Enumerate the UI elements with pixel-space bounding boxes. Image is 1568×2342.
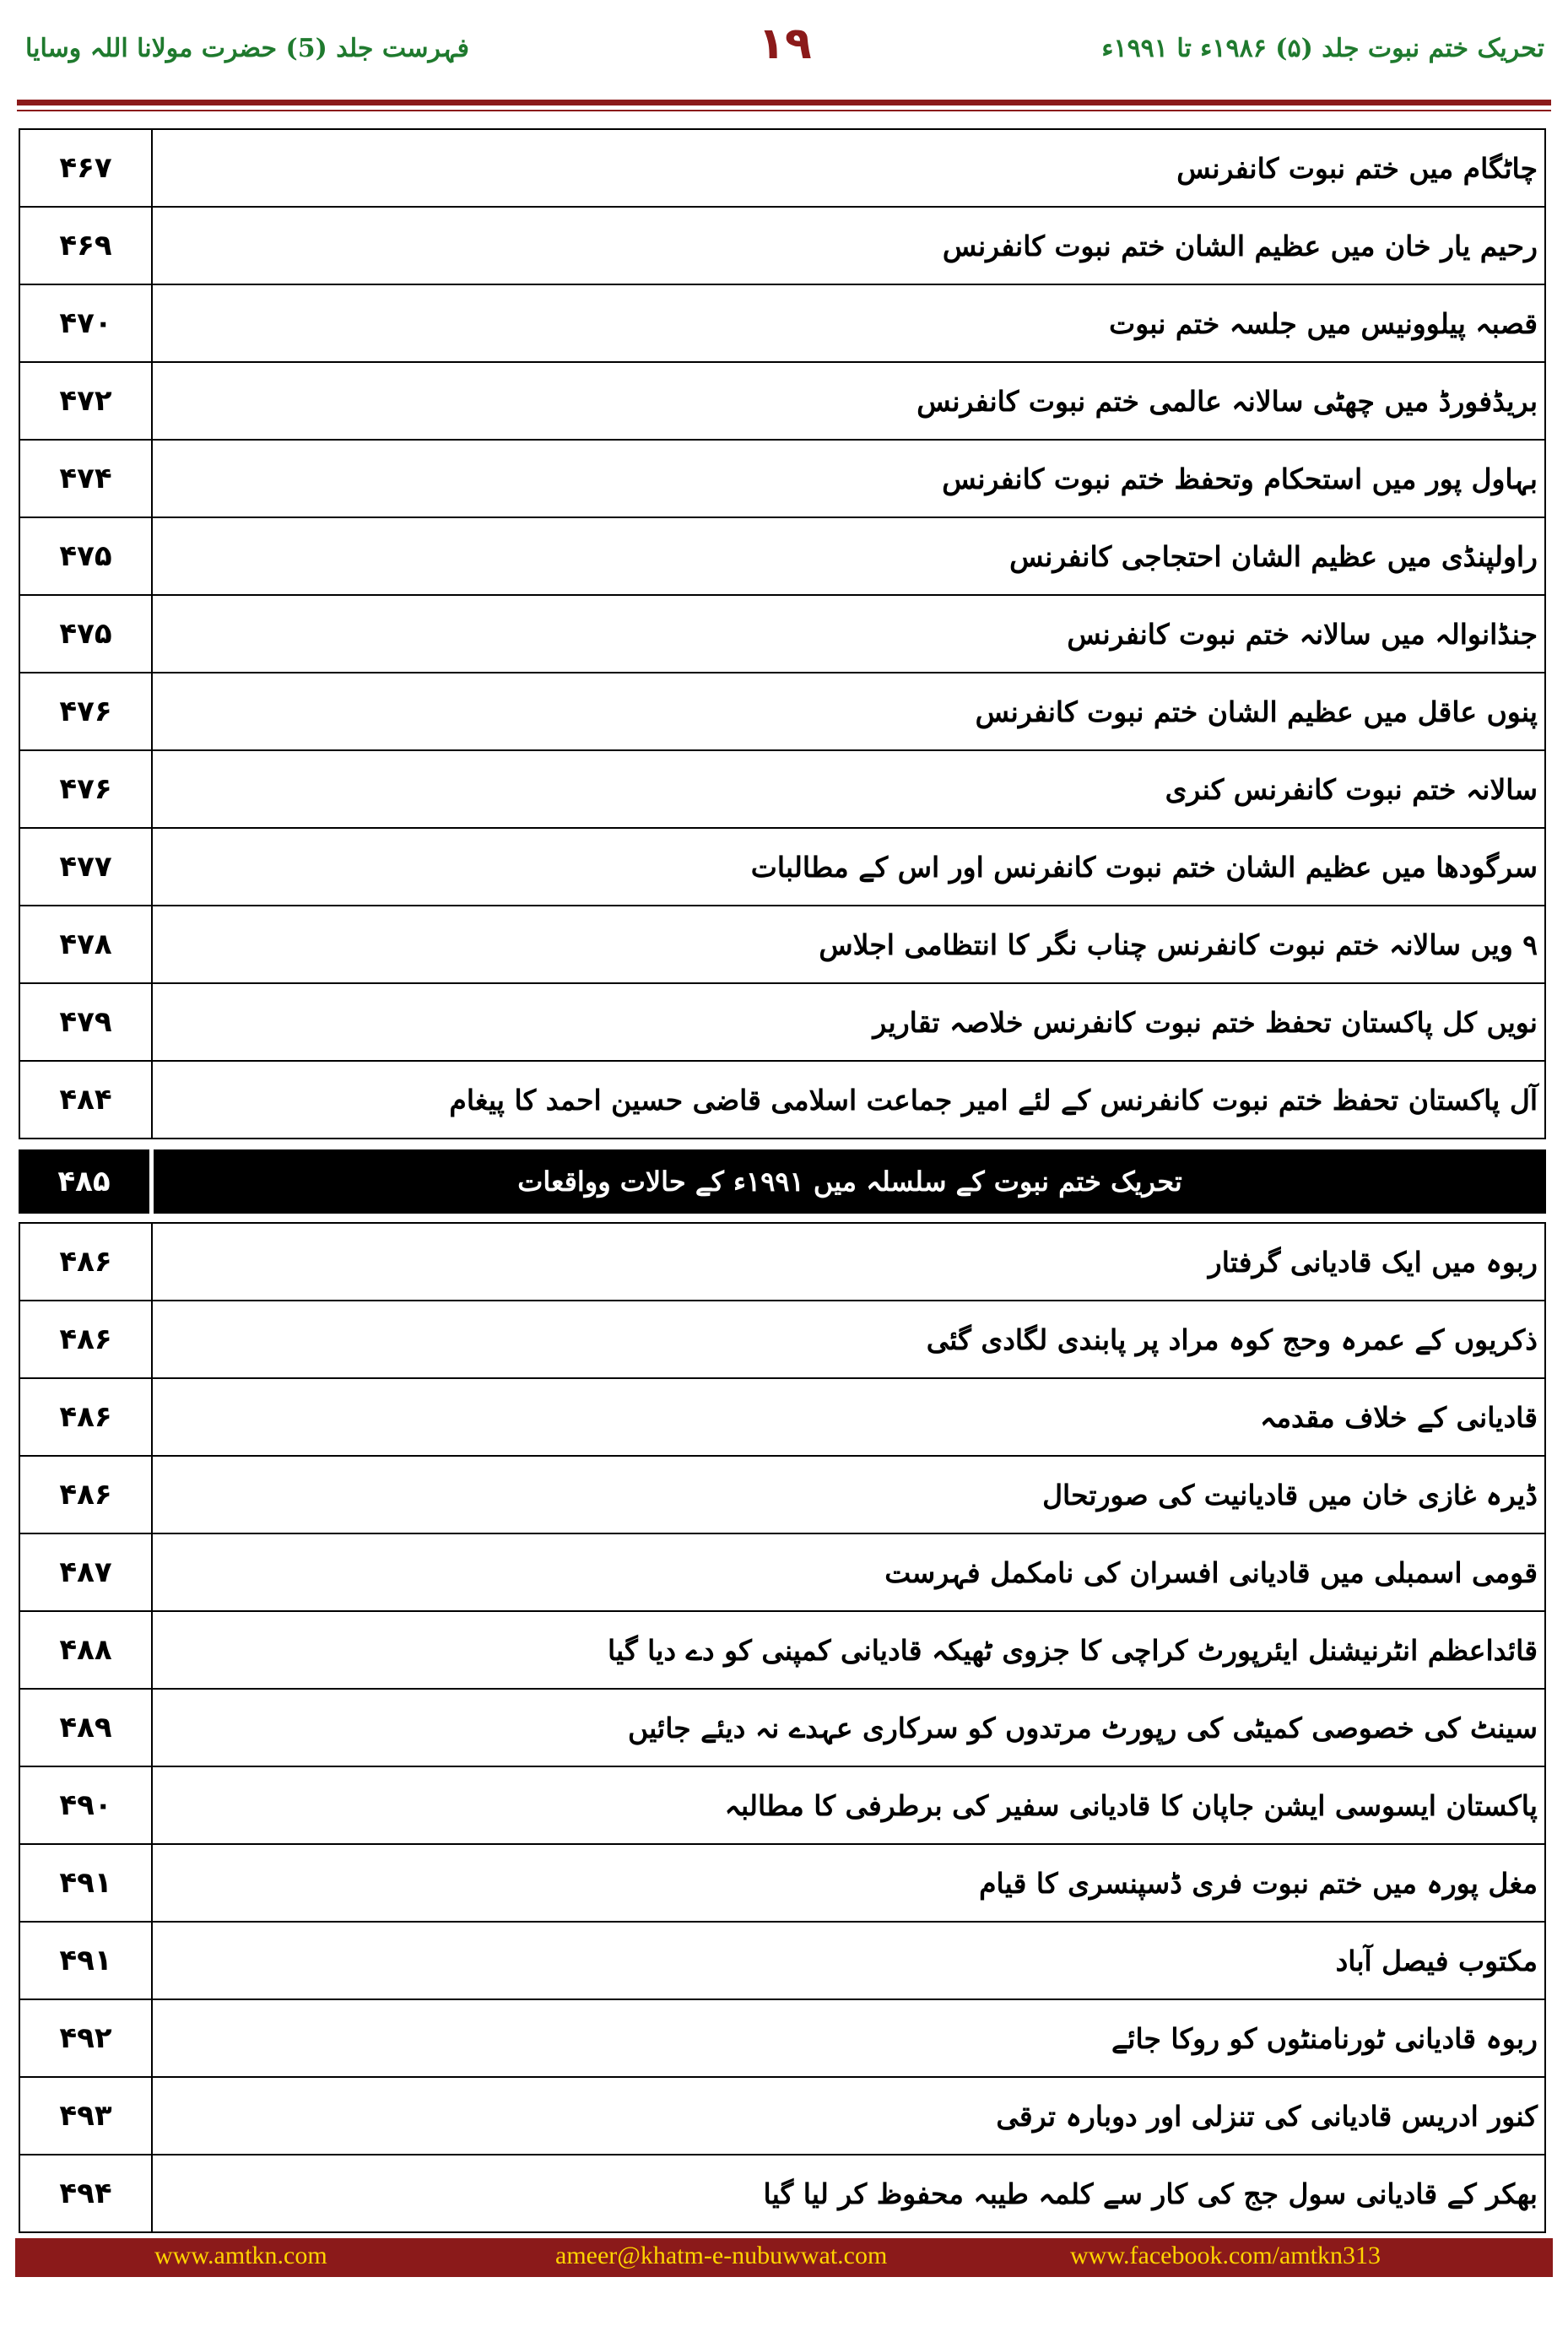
section-page-number: ۴۸۵ — [19, 1149, 149, 1214]
index-row-page: ۴۸۶ — [20, 1379, 153, 1455]
index-row — [20, 2155, 1544, 2233]
index-row-title: نویں کل پاکستان تحفظ ختم نبوت کانفرنس خلاصہ تقاریر — [873, 1005, 1538, 1039]
index-group-2 — [19, 1222, 1546, 2233]
section-heading-row — [19, 1149, 1546, 1214]
index-row-page: ۴۶۹ — [20, 208, 153, 284]
index-group-1 — [19, 128, 1546, 1139]
index-row — [20, 130, 1544, 208]
index-row-title: قومی اسمبلی میں قادیانی افسران کی نامکمل فہرست — [884, 1555, 1538, 1589]
index-row-title: ربوہ قادیانی ٹورنامنٹوں کو روکا جائے — [1111, 2021, 1538, 2055]
index-row-title: جنڈانوالہ میں سالانہ ختم نبوت کانفرنس — [1067, 617, 1538, 651]
index-row-title: ربوہ میں ایک قادیانی گرفتار — [1208, 1245, 1538, 1279]
index-row-title: پنوں عاقل میں عظیم الشان ختم نبوت کانفرنس — [975, 695, 1538, 728]
index-row-page: ۴۸۹ — [20, 1690, 153, 1766]
index-row-title: بھکر کے قادیانی سول جج کی کار سے کلمہ طیبہ محفوظ کر لیا گیا — [763, 2177, 1538, 2210]
index-row-page: ۴۶۷ — [20, 130, 153, 206]
page-header — [0, 0, 1568, 101]
header-divider-thin — [17, 110, 1551, 111]
index-row-page: ۴۷۹ — [20, 984, 153, 1060]
footer-email-link[interactable]: ameer@khatm-e-nubuwwat.com — [555, 2242, 888, 2269]
index-row-page: ۴۷۴ — [20, 441, 153, 517]
index-row — [20, 1690, 1544, 1767]
index-row — [20, 1612, 1544, 1690]
index-row-page: ۴۸۴ — [20, 1062, 153, 1138]
index-row-page: ۴۷۵ — [20, 596, 153, 672]
index-row-page: ۴۷۸ — [20, 906, 153, 982]
index-row-page: ۴۷۰ — [20, 285, 153, 361]
index-row-page: ۴۸۶ — [20, 1457, 153, 1533]
index-row-title: ۹ ویں سالانہ ختم نبوت کانفرنس چناب نگر کا انتظامی اجلاس — [819, 928, 1538, 961]
page-number: ١٩ — [758, 19, 812, 69]
index-row-title: سینٹ کی خصوصی کمیٹی کی رپورٹ مرتدوں کو سرکاری عہدے نہ دیئے جائیں — [627, 1711, 1538, 1744]
index-row — [20, 208, 1544, 285]
index-row-title: بریڈفورڈ میں چھٹی سالانہ عالمی ختم نبوت کانفرنس — [916, 384, 1538, 418]
index-row — [20, 596, 1544, 673]
index-row-page: ۴۷۶ — [20, 751, 153, 827]
index-row-page: ۴۹۲ — [20, 2000, 153, 2076]
index-row — [20, 441, 1544, 518]
index-row — [20, 673, 1544, 751]
index-row-title: چاٹگام میں ختم نبوت کانفرنس — [1176, 151, 1538, 185]
index-row — [20, 906, 1544, 984]
index-row-title: ڈیرہ غازی خان میں قادیانیت کی صورتحال — [1042, 1478, 1538, 1512]
index-row-page: ۴۸۶ — [20, 1224, 153, 1300]
header-divider-thick — [17, 100, 1551, 105]
index-row-page: ۴۷۷ — [20, 829, 153, 905]
index-row-page: ۴۷۶ — [20, 673, 153, 749]
page-footer — [15, 2238, 1553, 2277]
index-row-page: ۴۸۸ — [20, 1612, 153, 1688]
header-series-title: تحریک ختم نبوت جلد (۵) ۱۹۸۶ء تا ۱۹۹۱ء — [1101, 34, 1544, 63]
index-row-page: ۴۷۲ — [20, 363, 153, 439]
index-row — [20, 1923, 1544, 2000]
index-row — [20, 2000, 1544, 2078]
index-row — [20, 363, 1544, 441]
index-row-title: قصبہ پیلوونیس میں جلسہ ختم نبوت — [1109, 306, 1538, 340]
index-row-title: قادیانی کے خلاف مقدمہ — [1260, 1400, 1538, 1434]
index-row — [20, 1767, 1544, 1845]
index-row-title: سرگودھا میں عظیم الشان ختم نبوت کانفرنس اور اس کے مطالبات — [750, 850, 1538, 884]
index-row-title: مکتوب فیصل آباد — [1335, 1944, 1538, 1977]
index-row-title: ذکریوں کے عمرہ وحج کوہ مراد پر پابندی لگادی گئی — [926, 1322, 1538, 1356]
index-row — [20, 1845, 1544, 1923]
index-row — [20, 829, 1544, 906]
index-row — [20, 1379, 1544, 1457]
section-heading-title: تحریک ختم نبوت کے سلسلہ میں ۱۹۹۱ء کے حالات وواقعات — [154, 1149, 1546, 1214]
index-row-page: ۴۹۳ — [20, 2078, 153, 2154]
index-row-title: مغل پورہ میں ختم نبوت فری ڈسپنسری کا قیام — [979, 1866, 1538, 1900]
index-row — [20, 1534, 1544, 1612]
footer-website-link[interactable]: www.amtkn.com — [154, 2242, 327, 2269]
index-row-page: ۴۷۵ — [20, 518, 153, 594]
index-row-page: ۴۹۱ — [20, 1845, 153, 1921]
index-row-title: سالانہ ختم نبوت کانفرنس کنری — [1165, 772, 1538, 806]
index-row — [20, 1062, 1544, 1139]
header-book-index-title: فہرست جلد (5) حضرت مولانا اللہ وسایا — [25, 34, 469, 63]
index-row — [20, 751, 1544, 829]
index-row-title: قائداعظم انٹرنیشنل ایئرپورٹ کراچی کا جزوی ٹھیکہ قادیانی کمپنی کو دے دیا گیا — [607, 1633, 1538, 1667]
index-table — [19, 128, 1546, 2233]
index-row-title: آل پاکستان تحفظ ختم نبوت کانفرنس کے لئے امیر جماعت اسلامی قاضی حسین احمد کا پیغام — [449, 1083, 1538, 1117]
index-row — [20, 285, 1544, 363]
index-row-title: بہاول پور میں استحکام وتحفظ ختم نبوت کانفرنس — [942, 462, 1538, 495]
index-row — [20, 1301, 1544, 1379]
index-row-page: ۴۸۷ — [20, 1534, 153, 1610]
index-row — [20, 1457, 1544, 1534]
index-row-title: کنور ادریس قادیانی کی تنزلی اور دوبارہ ترقی — [996, 2099, 1538, 2133]
index-row — [20, 2078, 1544, 2155]
footer-facebook-link[interactable]: www.facebook.com/amtkn313 — [1070, 2242, 1381, 2269]
index-row-page: ۴۹۱ — [20, 1923, 153, 1999]
index-row — [20, 1224, 1544, 1301]
index-row-title: رحیم یار خان میں عظیم الشان ختم نبوت کانفرنس — [942, 229, 1538, 262]
index-row-title: پاکستان ایسوسی ایشن جاپان کا قادیانی سفیر کی برطرفی کا مطالبہ — [724, 1788, 1538, 1822]
index-row-title: راولپنڈی میں عظیم الشان احتجاجی کانفرنس — [1009, 539, 1538, 573]
index-row — [20, 984, 1544, 1062]
index-row-page: ۴۹۰ — [20, 1767, 153, 1843]
index-row-page: ۴۸۶ — [20, 1301, 153, 1377]
index-row-page: ۴۹۴ — [20, 2155, 153, 2231]
index-row — [20, 518, 1544, 596]
